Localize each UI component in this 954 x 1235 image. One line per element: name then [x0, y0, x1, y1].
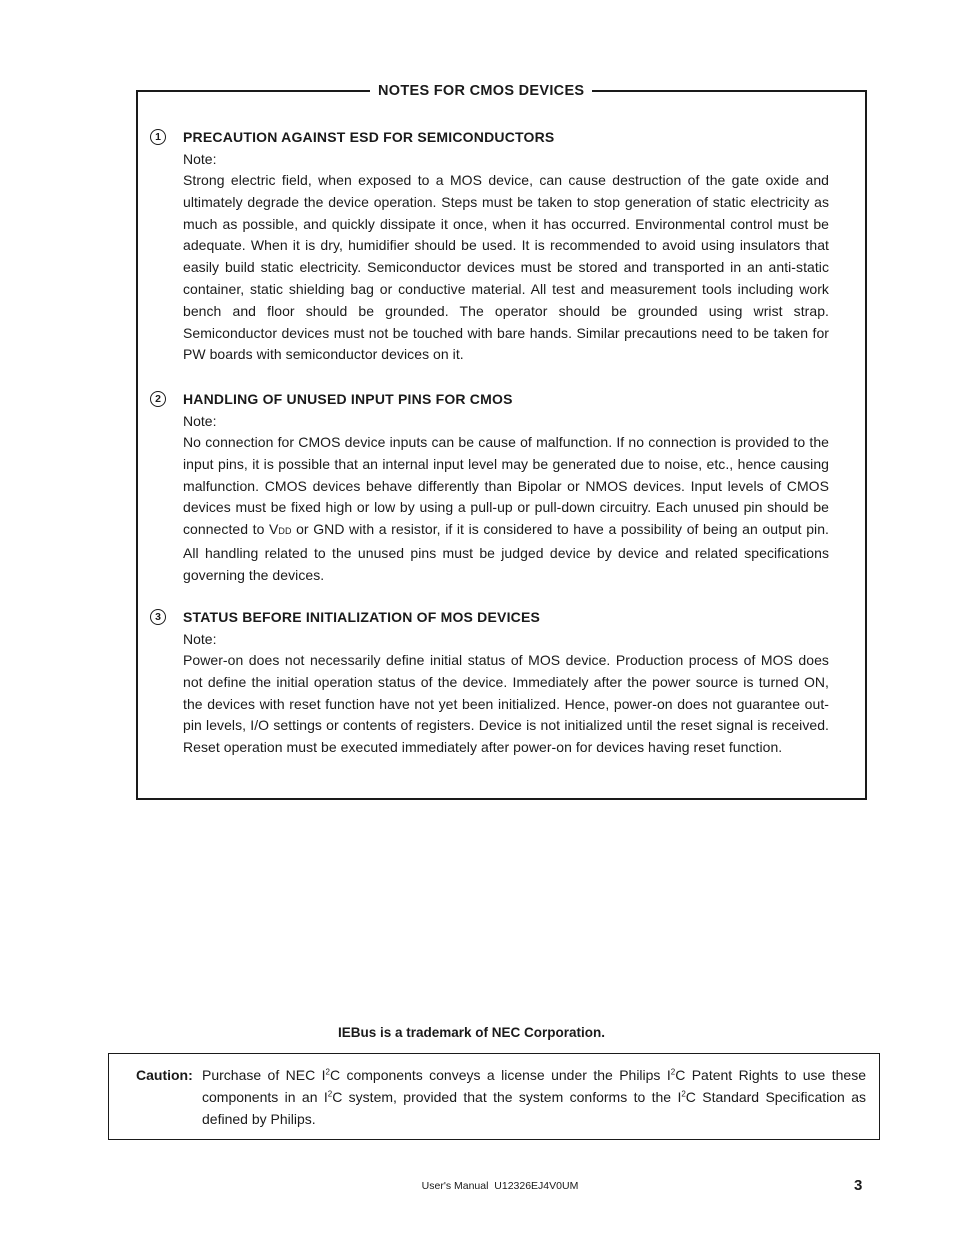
- section-number-badge: 3: [150, 609, 166, 625]
- vdd-subscript: DD: [278, 526, 292, 537]
- section-header: [150, 388, 830, 410]
- section-number-badge: 1: [150, 129, 166, 145]
- page-number: 3: [854, 1177, 863, 1194]
- section-body: Strong electric field, when exposed to a MOS device, can cause destruction of the gate oxide and ultimately degrade the device operation. Steps must be taken to stop generation of static electricity as much as possible, and quickly dissipate it once, when it has occurred. Environmental control must be adequate. When it is dry, humidifier should be used. It is recommended to avoid using insulators that easily build static electricity. Semiconductor devices must be stored and transported in an anti-static container, static shielding bag or conductive material. All test and measurement tools including work bench and floor should be grounded. The operator should be grounded using wrist strap. Semiconductor devices must not be touched with bare hands. Similar precautions need to be taken for PW boards with semiconductor devices on it.: [183, 172, 829, 363]
- section-body: [183, 432, 829, 587]
- body-text-part: No connection for CMOS device inputs can be cause of malfunction. If no connection is provided to the input pins, it is possible that an internal input level may be generated due to noise, etc., hence causing malfunction. CMOS devices behave differently than Bipolar or NMOS devices. Input levels of CMOS devices must be fixed high or low by using a pull-up or pull-down circuitry. Each unused pin should be connected to V: [183, 434, 829, 538]
- caution-text-part: Purchase of NEC I: [202, 1067, 326, 1083]
- section-number-badge: 2: [150, 391, 166, 407]
- note-label: Note:: [183, 631, 217, 647]
- trademark-notice: IEBus is a trademark of NEC Corporation.: [337, 1025, 606, 1040]
- superscript: 2: [327, 1089, 333, 1099]
- note-label: Note:: [183, 413, 217, 429]
- section-title: HANDLING OF UNUSED INPUT PINS FOR CMOS: [183, 391, 513, 407]
- body-text-part: or GND with a resistor, if it is considered to have a possibility of being an output pin. All handling related to the unused pins must be judged device by device and related specifications governing the devices.: [183, 521, 829, 583]
- superscript: 2: [681, 1089, 686, 1099]
- section-header: [150, 126, 830, 148]
- section-header: [150, 606, 830, 628]
- section-esd: [150, 126, 830, 366]
- superscript: 2: [325, 1067, 330, 1077]
- caution-text-part: C Patent Rights to use these components in an I: [202, 1067, 866, 1105]
- footer-manual-id: User's Manual U12326EJ4V0UM: [421, 1180, 579, 1192]
- note-label: Note:: [183, 151, 217, 167]
- caution-text-part: C Standard Specification as defined by Philips.: [202, 1089, 867, 1127]
- caution-text: [202, 1064, 866, 1130]
- section-body: Power-on does not necessarily define initial status of MOS device. Production process of MOS does not define the initial operation status of the device. Immediately after the power source is turned ON, the devices with reset function have not yet been initialized. Hence, power-on does not guarantee out-pin levels, I/O settings or contents of registers. Device is not initialized until the reset signal is received. Reset operation must be executed immediately after power-on for devices having reset function.: [183, 652, 829, 756]
- caution-text-part: C components conveys a license under the Philips I: [329, 1067, 671, 1083]
- section-init-status: [150, 606, 830, 759]
- notes-title: NOTES FOR CMOS DEVICES: [370, 81, 592, 101]
- caution-label: Caution:: [136, 1067, 193, 1083]
- section-title: PRECAUTION AGAINST ESD FOR SEMICONDUCTORS: [183, 129, 555, 145]
- section-title: STATUS BEFORE INITIALIZATION OF MOS DEVICES: [183, 609, 541, 625]
- superscript: 2: [670, 1067, 676, 1077]
- section-unused-pins: [150, 388, 830, 587]
- caution-text-part: C system, provided that the system conforms to the I: [332, 1089, 682, 1105]
